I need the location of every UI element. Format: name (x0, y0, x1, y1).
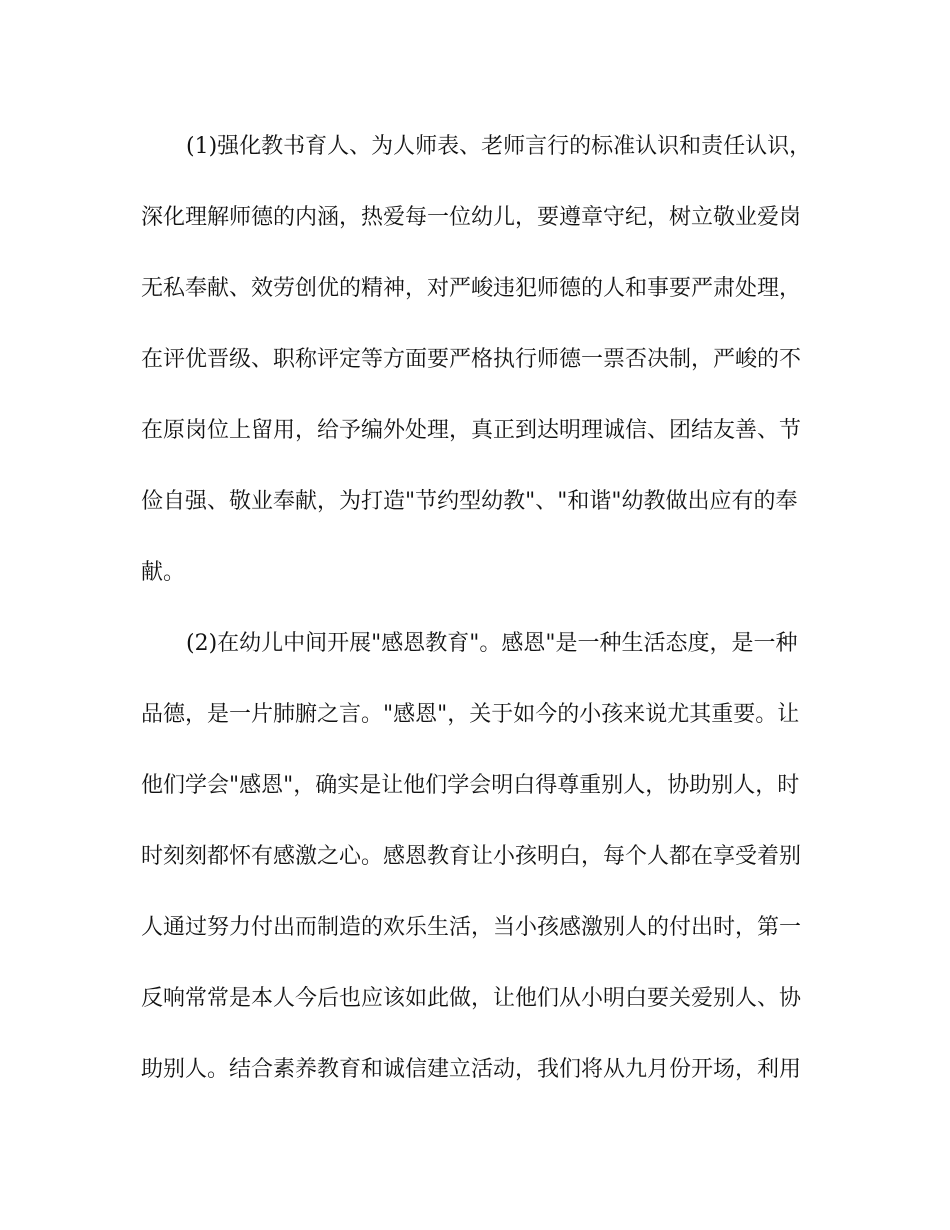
paragraph-1-line-1: (1)强化教书育人、为人师表、老师言行的标准认识和责任认识， (186, 134, 812, 159)
paragraph-2-line-2: 品德，是一片肺腑之言。"感恩"，关于如今的小孩来说尤其重要。让 (141, 702, 800, 727)
paragraph-2-line-1: (2)在幼儿中间开展"感恩教育"。感恩"是一种生活态度，是一种 (186, 631, 798, 656)
paragraph-2-line-4: 时刻刻都怀有感激之心。感恩教育让小孩明白，每个人都在享受着别 (141, 844, 802, 869)
paragraph-2-line-6: 反响常常是本人今后也应该如此做，让他们从小明白要关爱别人、协 (141, 986, 802, 1011)
paragraph-1-line-7: 献。 (141, 560, 186, 585)
paragraph-1-line-3: 无私奉献、效劳创优的精神，对严峻违犯师德的人和事要严肃处理， (141, 276, 802, 301)
paragraph-2-line-7: 助别人。结合素养教育和诚信建立活动，我们将从九月份开场，利用 (141, 1057, 802, 1082)
paragraph-1-line-4: 在评优晋级、职称评定等方面要严格执行师德一票否决制，严峻的不 (141, 347, 802, 372)
paragraph-1-line-2: 深化理解师德的内涵，热爱每一位幼儿，要遵章守纪，树立敬业爱岗 (141, 205, 802, 230)
paragraph-1-line-5: 在原岗位上留用，给予编外处理，真正到达明理诚信、团结友善、节 (141, 418, 802, 443)
paragraph-2-line-3: 他们学会"感恩"，确实是让他们学会明白得尊重别人，协助别人，时 (141, 773, 800, 798)
paragraph-1-line-6: 俭自强、敬业奉献，为打造"节约型幼教"、"和谐"幼教做出应有的奉 (141, 489, 798, 514)
paragraph-2-line-5: 人通过努力付出而制造的欢乐生活，当小孩感激别人的付出时，第一 (141, 915, 802, 940)
